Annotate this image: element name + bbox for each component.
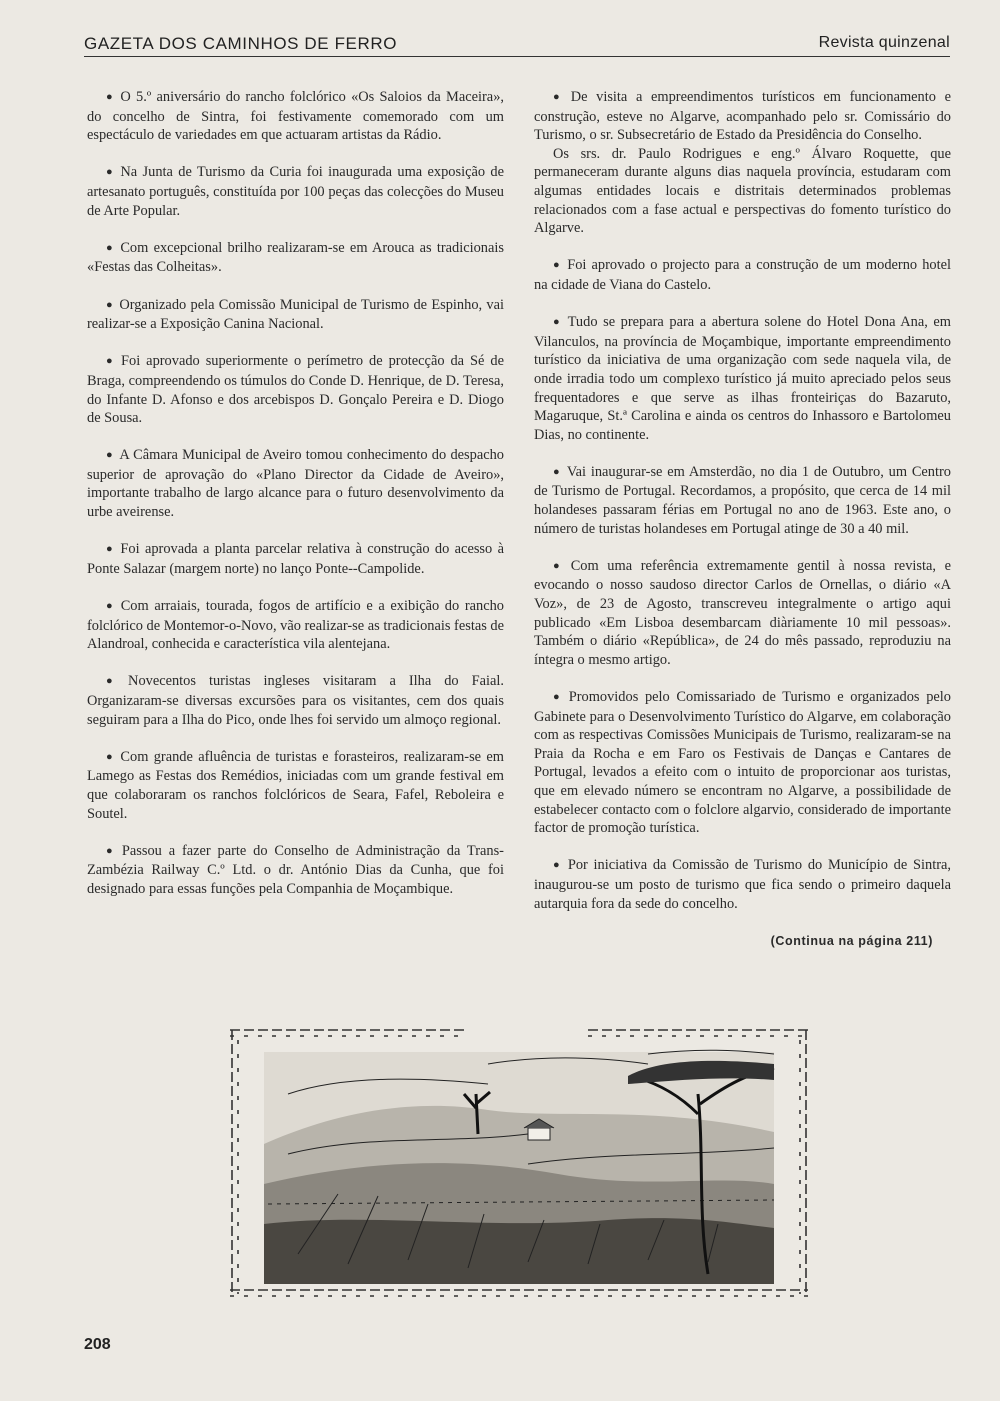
bullet-icon: ● [106, 449, 114, 462]
news-item-text [534, 557, 951, 670]
news-text: Com grande afluência de turistas e forasteiros, realizaram-se em Lamego as Festas dos Remédios, iniciadas com um grande festival em que colaboraram os ranchos folclóricos de Seara, Fafel, Reboleira e Soutel. [87, 748, 504, 822]
news-item-text [534, 88, 951, 145]
landscape-illustration [228, 1024, 810, 1300]
news-item-text [87, 842, 504, 899]
bullet-icon: ● [553, 465, 561, 478]
news-text: Por iniciativa da Comissão de Turismo do Município de Sintra, inaugurou-se um posto de turismo que fica sendo o primeiro daquela autarquia fora da sede do concelho. [534, 857, 951, 912]
landscape-drawing [264, 1050, 774, 1284]
bullet-icon: ● [553, 91, 565, 103]
news-item-text [87, 163, 504, 220]
bullet-icon: ● [553, 859, 562, 872]
bullet-icon: ● [106, 844, 116, 857]
news-item-text [534, 688, 951, 838]
news-item-text [534, 856, 951, 913]
news-item [87, 672, 504, 729]
news-item-text [87, 597, 504, 654]
news-item [87, 446, 504, 521]
news-item-text [87, 540, 504, 578]
news-item [87, 163, 504, 220]
left-column [87, 88, 504, 917]
news-item [534, 688, 951, 838]
news-item [87, 597, 504, 654]
news-item [87, 842, 504, 899]
news-item [534, 256, 951, 294]
news-item [87, 296, 504, 334]
news-item [87, 352, 504, 427]
right-column [534, 88, 951, 950]
continuation-note: (Continua na página 211) [770, 933, 933, 948]
news-text: De visita a empreendimentos turísticos em funcionamento e construção, esteve no Algarve, acompanhado pelo sr. Comissário do Turismo, o sr. Subsecretário de Estado da Presidência do Conselho. [534, 89, 951, 144]
news-text: Novecentos turistas ingleses visitaram a Ilha do Faial. Organizaram-se diversas excursões para os visitantes, cem dos quais seguiram para a Ilha do Pico, onde lhes foi servido um almoço regional. [87, 673, 504, 728]
bullet-icon: ● [106, 166, 115, 179]
news-item [87, 239, 504, 277]
news-text: Tudo se prepara para a abertura solene do Hotel Dona Ana, em Vilanculos, na província de Moçambique, importante empreendimento turístico da iniciativa de uma organização com sede naquela vila, de onde irradia todo um complexo turístico já muito apreciado pelos seus frequentadores e que serve as ilhas fronteiriças do Bazaruto, Magaruque, St.ª Carolina e ainda os centros do Inhassoro e Bartolomeu Dias, no continente. [534, 314, 951, 443]
news-text: Foi aprovado superiormente o perímetro de protecção da Sé de Braga, compreendendo os túmulos do Conde D. Henrique, de D. Teresa, do Infante D. Afonso e dos arcebispos D. Gonçalo Pereira e D. Diogo de Sousa. [87, 353, 504, 427]
news-text: Promovidos pelo Comissariado de Turismo e organizados pelo Gabinete para o Desenvolvimento Turístico do Algarve, em colaboração com as respectivas Comissões Municipais de Turismo, realizaram-se na Praia da Rocha e em Faro os Festivais de Danças e Cantares de Portugal, levados a efeito com o intuito de proporcionar aos turistas, que em elevado número se encontram no Algarve, a possibilidade de estabelecer contacto com o folclore algarvio, considerado de importante factor de promoção turística. [534, 689, 951, 837]
news-item-text [87, 672, 504, 729]
running-header [84, 32, 950, 57]
bullet-icon: ● [553, 691, 563, 703]
bullet-icon: ● [106, 355, 116, 368]
news-item [87, 748, 504, 823]
news-item [534, 557, 951, 670]
news-item [87, 540, 504, 578]
news-item-text [534, 256, 951, 294]
news-text: Os srs. dr. Paulo Rodrigues e eng.º Álvaro Roquette, que permaneceram durante alguns dias naquela província, estudaram com algumas entidades locais e distritais determinados problemas relacionados com a fase actual e perspectivas do fomento turístico do Algarve. [534, 145, 951, 237]
bullet-icon: ● [553, 259, 562, 272]
news-item [534, 88, 951, 238]
news-item-text [534, 463, 951, 538]
bullet-icon: ● [106, 241, 115, 254]
news-text: Com excepcional brilho realizaram-se em Arouca as tradicionais «Festas das Colheitas». [87, 239, 504, 276]
news-text: Na Junta de Turismo da Curia foi inaugurada uma exposição de artesanato português, constituída por 100 peças das colecções do Museu de Arte Popular. [87, 164, 504, 219]
news-item-text [87, 239, 504, 277]
news-text: Com arraiais, tourada, fogos de artifício e a exibição do rancho folclórico de Montemor-o-Novo, vão realizar-se as tradicionais festas de Alandroal, conhecida e característica vila alentejana. [87, 598, 504, 653]
news-item-continuation [534, 145, 951, 238]
news-item [534, 856, 951, 913]
bullet-icon: ● [106, 91, 115, 103]
news-item-text [87, 352, 504, 427]
news-item-text [534, 313, 951, 444]
news-item [87, 88, 504, 145]
news-text: O 5.º aniversário do rancho folclórico «Os Saloios da Maceira», do concelho de Sintra, foi festivamente comemorado com um espectáculo de variedades em que actuaram artistas da Rádio. [87, 89, 504, 144]
news-text: Passou a fazer parte do Conselho de Administração da Trans-Zambézia Railway C.º Ltd. o dr. António Dias da Cunha, que foi designado para essas funções pela Companhia de Moçambique. [87, 842, 504, 897]
news-text: Foi aprovada a planta parcelar relativa à construção do acesso à Ponte Salazar (margem norte) no lanço Ponte--Campolide. [87, 541, 504, 577]
news-item [534, 313, 951, 444]
publication-subtitle: Revista quinzenal [818, 34, 950, 51]
bullet-icon: ● [553, 559, 565, 572]
news-item-text [87, 446, 504, 521]
bullet-icon: ● [553, 316, 562, 329]
news-text: Foi aprovado o projecto para a construção de um moderno hotel na cidade de Viana do Castelo. [534, 257, 951, 293]
news-text: A Câmara Municipal de Aveiro tomou conhecimento do despacho superior de aprovação do «Plano Director da Cidade de Aveiro», importante trabalho de largo alcance para o futuro desenvolvimento da urbe aveirense. [87, 447, 504, 521]
bullet-icon: ● [106, 750, 115, 763]
bullet-icon: ● [106, 298, 114, 311]
bullet-icon: ● [106, 675, 123, 688]
news-item [534, 463, 951, 538]
news-item-text [87, 88, 504, 145]
news-text: Organizado pela Comissão Municipal de Turismo de Espinho, vai realizar-se a Exposição Canina Nacional. [87, 296, 504, 333]
bullet-icon: ● [106, 543, 115, 556]
bullet-icon: ● [106, 600, 115, 613]
news-text: Vai inaugurar-se em Amsterdão, no dia 1 de Outubro, um Centro de Turismo de Portugal. Recordamos, a propósito, que cerca de 14 mil holandeses passaram férias em Portugal no ano de 1963. Este ano, o número de turistas holandeses em Portugal atinge de 30 a 40 mil. [534, 463, 951, 537]
publication-title: GAZETA DOS CAMINHOS DE FERRO [84, 34, 398, 53]
news-text: Com uma referência extremamente gentil à nossa revista, e evocando o nosso saudoso director Carlos de Ornellas, o diário «A Voz», de 23 de Agosto, transcreveu integralmente o artigo aqui publicado «Em Lisboa desembarcam diàriamente 10 mil pessoas». Também o diário «República», de 24 do mês passado, reproduziu na íntegra o mesmo artigo. [534, 557, 951, 668]
page-number: 208 [84, 1336, 111, 1353]
news-item-text [87, 296, 504, 334]
news-item-text [87, 748, 504, 823]
